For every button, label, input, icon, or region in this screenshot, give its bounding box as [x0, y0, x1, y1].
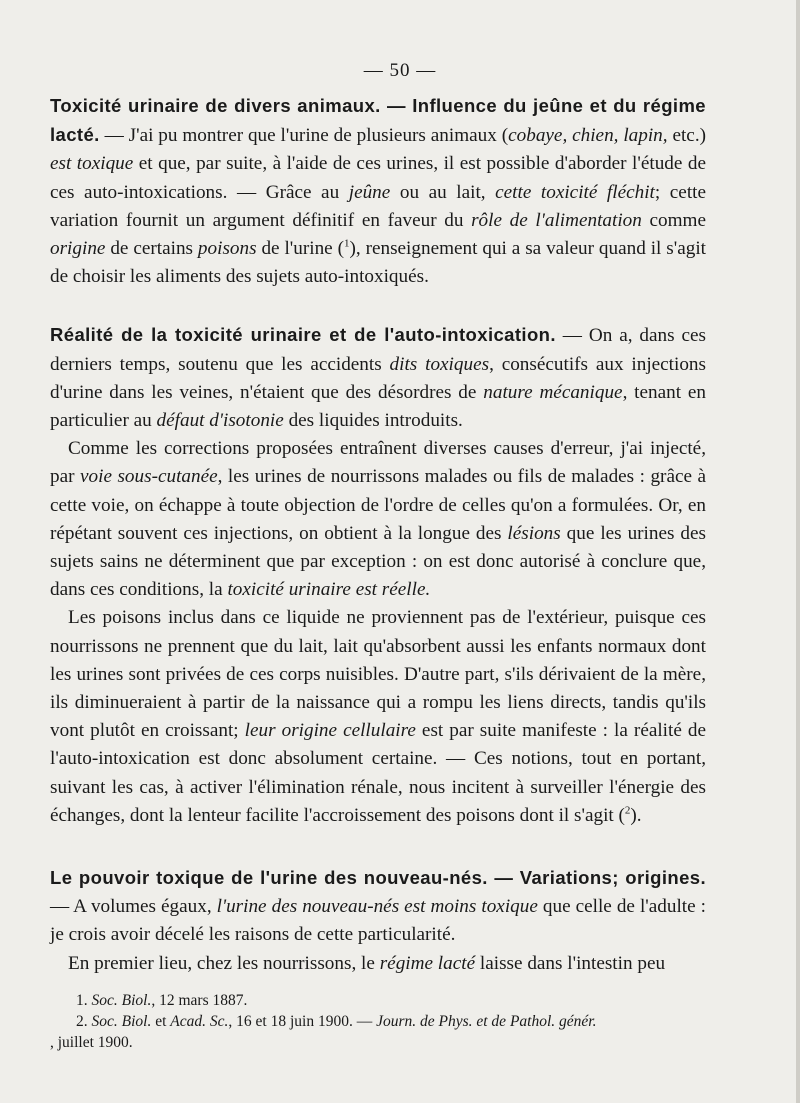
section-gap — [50, 830, 706, 864]
footnote-ref: 1 — [343, 237, 350, 250]
section-pouvoir-toxique — [50, 864, 706, 978]
section-toxicite-animaux: Toxicité urinaire de divers animaux. — Influence du jeûne et du régime lacté. — J'ai pu montrer que l'urine de plusieurs animaux (cobaye, chien, lapin, etc.) est toxique et que, par suite, à l'aide de ces urines, il est possible d'aborder l'étude de ces auto-intoxications. — Grâce au jeûne ou au lait, cette toxicité fléchit; cette variation fournit un argument définitif en faveur du rôle de l'alimentation comme origine de certains poisons de l'urine ($^1$), renseignement qui a sa valeur quand il s'agit de choisir les aliments des sujets auto-intoxiqués. — [50, 95, 707, 288]
footnote-ref: 2 — [624, 804, 631, 817]
page-body — [50, 92, 706, 978]
paragraph: Les poisons inclus dans ce liquide ne proviennent pas de l'extérieur, puisque ces nourrissons ne prennent que du lait, lait qu'absorbent aussi les enfants normaux dont les urines sont privées de ces corps nuisibles. D'autre part, s'ils dérivaient de la mère, ils diminueraient à partir de la naissance qui a rompu les liens directs, tandis qu'ils vont plutôt en croissant; leur origine cellulaire est par suite manifeste : la réalité de l'auto-intoxication est donc absolument certaine. — Ces notions, tout en portant, suivant les cas, à activer l'élimination rénale, nous incitent à surveiller l'énergie des échanges, dont la lenteur facilite l'accroissement des poisons dont il s'agit ($^2$). — [50, 607, 706, 826]
page-number: — 50 — — [363, 60, 437, 81]
page-edge — [796, 0, 800, 1103]
footnote-2: 2. Soc. Biol. et Acad. Sc., 16 et 18 juin 1900. — Journ. de Phys. et de Pathol. génér. , juillet 1900. — [50, 1013, 597, 1051]
paragraph: Réalité de la toxicité urinaire et de l'auto-intoxication. — On a, dans ces derniers temps, soutenu que les accidents dits toxiques, consécutifs aux injections d'urine dans les veines, n'étaient que des désordres de nature mécanique, tenant en particulier au défaut d'isotonie des liquides introduits. — [50, 324, 706, 432]
footnote-1: 1. Soc. Biol., 12 mars 1887. — [76, 992, 248, 1009]
section-heading: Réalité de la toxicité urinaire et de l'auto-intoxication. — [50, 324, 556, 346]
paragraph: Le pouvoir toxique de l'urine des nouveau-nés. — Variations; origines. — A volumes égaux, l'urine des nouveau-nés est moins toxique que celle de l'adulte : je crois avoir décelé les raisons de cette particularité. — [50, 867, 706, 946]
section-realite-toxicite — [50, 321, 706, 830]
section-gap — [50, 291, 706, 321]
section-heading: Toxicité urinaire de divers animaux. — Influence du jeûne et du régime lacté. — [50, 95, 706, 146]
paragraph: En premier lieu, chez les nourrissons, le régime lacté laisse dans l'intestin peu — [68, 952, 666, 974]
footnotes — [50, 990, 710, 1053]
paragraph: Comme les corrections proposées entraînent diverses causes d'erreur, j'ai injecté, par voie sous-cutanée, les urines de nourrissons malades ou fils de malades : grâce à cette voie, on échappe à toute objection de l'ordre de celles qu'on a formulées. Or, en répétant souvent ces injections, on obtient à la longue des lésions que les urines des sujets sains ne déterminent que par exception : on est donc autorisé à conclure que, dans ces conditions, la toxicité urinaire est réelle. — [50, 438, 706, 601]
section-heading: Le pouvoir toxique de l'urine des nouveau-nés. — Variations; origines. — [50, 867, 706, 889]
